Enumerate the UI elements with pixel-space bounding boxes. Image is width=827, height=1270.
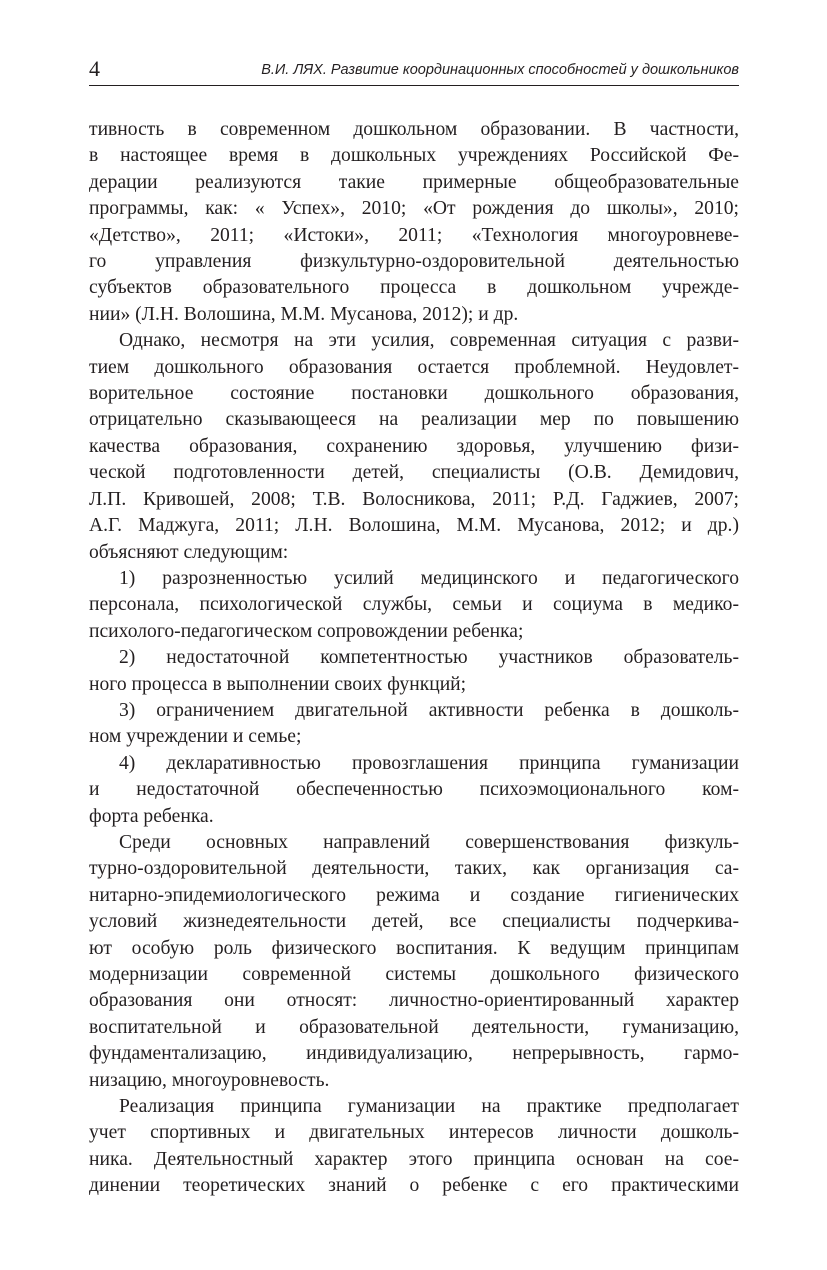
paragraph-line: низацию, многоуровневость. [89, 1069, 330, 1091]
paragraph-line: образования они относят: личностно-ориентированный характер [89, 990, 739, 1012]
list-item: 2) недостаточной компетентностью участников образователь- [119, 647, 739, 669]
paragraph-line: отрицательно сказывающееся на реализации мер по повышению [89, 409, 739, 431]
paragraph-line: программы, как: « Успех», 2010; «От рождения до школы», 2010; [89, 198, 739, 220]
paragraph-line: динении теоретических знаний о ребенке с его практическими [89, 1175, 739, 1197]
list-item: 3) ограничением двигательной активности ребенка в дошколь- [119, 699, 739, 721]
paragraph-line: нитарно-эпидемиологического режима и создание гигиенических [89, 884, 739, 906]
paragraph-line: условий жизнедеятельности детей, все специалисты подчеркива- [89, 911, 739, 933]
paragraph-line: Л.П. Кривошей, 2008; Т.В. Волосникова, 2011; Р.Д. Гаджиев, 2007; [89, 488, 739, 510]
paragraph: Однако, несмотря на эти усилия, современная ситуация с разви- [119, 330, 739, 352]
paragraph-line: в настоящее время в дошкольных учреждениях Российской Фе- [89, 145, 739, 167]
paragraph-line: ворительное состояние постановки дошкольного образования, [89, 383, 739, 405]
paragraph-line: качества образования, сохранению здоровья, улучшению физи- [89, 435, 739, 457]
paragraph-line: тием дошкольного образования остается проблемной. Неудовлет- [89, 356, 739, 378]
paragraph-line: фундаментализацию, индивидуализацию, непрерывность, гармо- [89, 1043, 739, 1065]
paragraph-line: субъектов образовательного процесса в дошкольном учрежде- [89, 277, 739, 299]
page-number: 4 [89, 56, 100, 81]
running-head [89, 55, 739, 86]
paragraph-line: ника. Деятельностный характер этого принципа основан на сое- [89, 1148, 739, 1170]
paragraph: Реализация принципа гуманизации на практике предполагает [119, 1096, 739, 1118]
paragraph: тивность в современном дошкольном образовании. В частности, [89, 119, 739, 140]
paragraph-line: турно-оздоровительной деятельности, таких, как организация са- [89, 858, 739, 880]
paragraph-line: «Детство», 2011; «Истоки», 2011; «Технология многоуровневе- [89, 224, 739, 246]
running-title: В.И. ЛЯХ. Развитие координационных способностей у дошкольников [261, 62, 739, 78]
body-text [89, 117, 739, 1200]
paragraph-line: психолого-педагогическом сопровождении ребенка; [89, 620, 524, 642]
paragraph-line: ном учреждении и семье; [89, 726, 302, 748]
list-item: 1) разрозненностью усилий медицинского и педагогического [119, 567, 739, 589]
book-page [89, 0, 739, 1270]
paragraph-line: А.Г. Маджуга, 2011; Л.Н. Волошина, М.М. Мусанова, 2012; и др.) [89, 515, 739, 537]
list-item: 4) декларативностью провозглашения принципа гуманизации [119, 752, 739, 774]
paragraph-line: ют особую роль физического воспитания. К ведущим принципам [89, 937, 739, 959]
paragraph-line: дерации реализуются такие примерные общеобразовательные [89, 171, 739, 193]
paragraph-line: ческой подготовленности детей, специалисты (О.В. Демидович, [89, 462, 739, 484]
paragraph-line: и недостаточной обеспеченностью психоэмоционального ком- [89, 779, 739, 801]
paragraph-line: персонала, психологической службы, семьи и социума в медико- [89, 594, 739, 616]
paragraph-line: модернизации современной системы дошкольного физического [89, 964, 739, 985]
paragraph-line: ного процесса в выполнении своих функций; [89, 673, 467, 695]
paragraph-line: объясняют следующим: [89, 541, 289, 563]
paragraph-line: учет спортивных и двигательных интересов личности дошколь- [89, 1122, 739, 1144]
paragraph-line: воспитательной и образовательной деятельности, гуманизацию, [89, 1016, 739, 1038]
paragraph-line: форта ребенка. [89, 805, 214, 827]
paragraph: Среди основных направлений совершенствования физкуль- [119, 831, 739, 853]
paragraph-line: го управления физкультурно-оздоровительной деятельностью [89, 251, 739, 273]
paragraph-line: нии» (Л.Н. Волошина, М.М. Мусанова, 2012); и др. [89, 303, 519, 325]
